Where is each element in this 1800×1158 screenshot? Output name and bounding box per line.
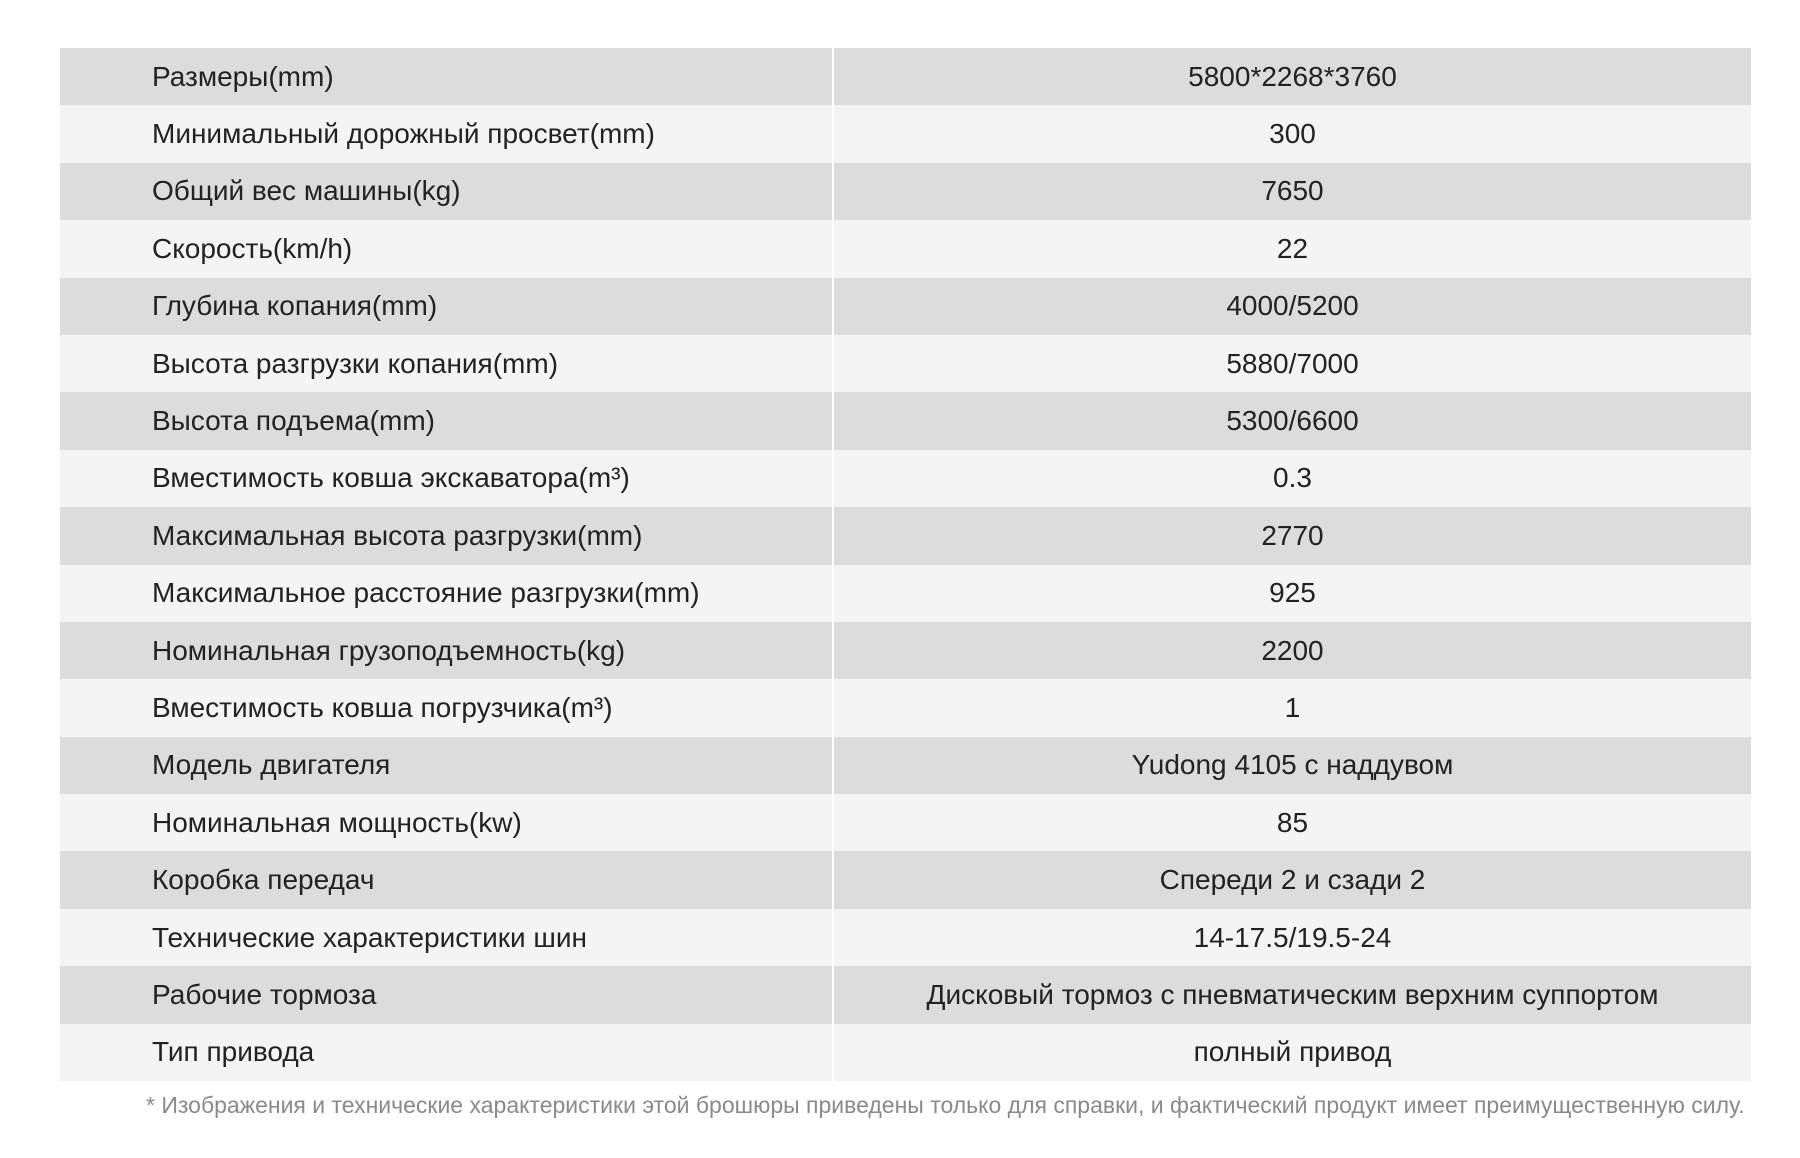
spec-row [60, 278, 1751, 335]
spec-value: 925 [833, 565, 1751, 622]
spec-value: Yudong 4105 с наддувом [833, 737, 1751, 794]
spec-row [60, 48, 1751, 105]
spec-row [60, 450, 1751, 507]
spec-table-body [60, 48, 1751, 1081]
spec-value: 300 [833, 105, 1751, 162]
spec-label: Номинальная грузоподъемность(kg) [60, 622, 833, 679]
spec-value: 22 [833, 220, 1751, 277]
spec-value: полный привод [833, 1024, 1751, 1081]
spec-label: Рабочие тормоза [60, 966, 833, 1023]
spec-value: 1 [833, 679, 1751, 736]
spec-value: 5800*2268*3760 [833, 48, 1751, 105]
spec-label: Модель двигателя [60, 737, 833, 794]
spec-row [60, 507, 1751, 564]
spec-label: Высота подъема(mm) [60, 392, 833, 449]
spec-label: Коробка передач [60, 851, 833, 908]
spec-row [60, 335, 1751, 392]
spec-row [60, 220, 1751, 277]
spec-label: Размеры(mm) [60, 48, 833, 105]
spec-value: Спереди 2 и сзади 2 [833, 851, 1751, 908]
spec-row [60, 105, 1751, 162]
spec-value: 4000/5200 [833, 278, 1751, 335]
spec-value: 2770 [833, 507, 1751, 564]
spec-value: 5880/7000 [833, 335, 1751, 392]
spec-row [60, 392, 1751, 449]
spec-label: Тип привода [60, 1024, 833, 1081]
spec-row [60, 851, 1751, 908]
spec-label: Максимальное расстояние разгрузки(mm) [60, 565, 833, 622]
spec-label: Высота разгрузки копания(mm) [60, 335, 833, 392]
spec-label: Номинальная мощность(kw) [60, 794, 833, 851]
spec-row [60, 794, 1751, 851]
spec-value: 7650 [833, 163, 1751, 220]
spec-value: 2200 [833, 622, 1751, 679]
spec-row [60, 966, 1751, 1023]
spec-label: Максимальная высота разгрузки(mm) [60, 507, 833, 564]
spec-label: Глубина копания(mm) [60, 278, 833, 335]
spec-label: Минимальный дорожный просвет(mm) [60, 105, 833, 162]
spec-value: 85 [833, 794, 1751, 851]
spec-label: Технические характеристики шин [60, 909, 833, 966]
spec-value: 14-17.5/19.5-24 [833, 909, 1751, 966]
spec-row [60, 565, 1751, 622]
spec-label: Вместимость ковша экскаватора(m³) [60, 450, 833, 507]
spec-row [60, 163, 1751, 220]
spec-value: 0.3 [833, 450, 1751, 507]
spec-row [60, 622, 1751, 679]
spec-table [60, 48, 1751, 1081]
spec-row [60, 1024, 1751, 1081]
spec-row [60, 737, 1751, 794]
spec-label: Вместимость ковша погрузчика(m³) [60, 679, 833, 736]
spec-value: 5300/6600 [833, 392, 1751, 449]
spec-value: Дисковый тормоз с пневматическим верхним суппортом [833, 966, 1751, 1023]
spec-row [60, 679, 1751, 736]
spec-label: Скорость(km/h) [60, 220, 833, 277]
spec-row [60, 909, 1751, 966]
disclaimer-footnote: * Изображения и технические характеристики этой брошюры приведены только для справки, и фактический продукт имеет преимущественную силу. [146, 1092, 1745, 1118]
spec-label: Общий вес машины(kg) [60, 163, 833, 220]
